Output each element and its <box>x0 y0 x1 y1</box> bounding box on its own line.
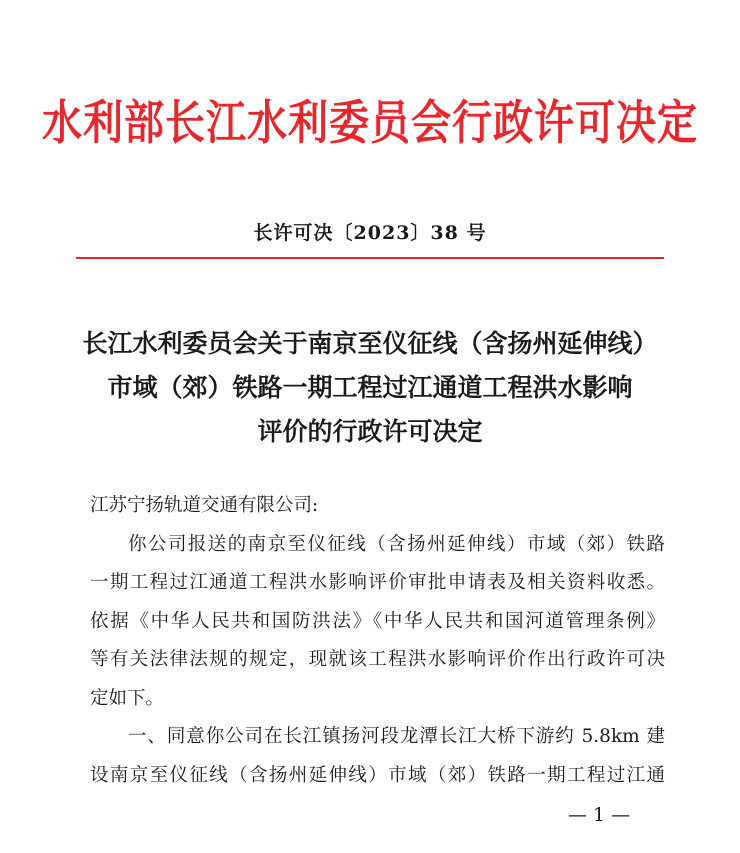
body-line-4: 等有关法律法规的规定，现就该工程洪水影响评价作出行政许可决 <box>90 649 665 670</box>
page-number: — 1 — <box>568 804 631 826</box>
addressee: 江苏宁扬轨道交通有限公司: <box>90 495 319 516</box>
issuer-header: 水利部长江水利委员会行政许可决定 <box>42 95 698 151</box>
document-body <box>90 487 665 795</box>
document-number: 长许可决〔2023〕38 号 <box>253 222 487 244</box>
body-line-6: 一、同意你公司在长江镇扬河段龙潭长江大桥下游约 5.8km 建 <box>128 726 665 747</box>
body-line-3: 依据《中华人民共和国防洪法》《中华人民共和国河道管理条例》 <box>90 610 665 632</box>
header-divider <box>76 257 664 259</box>
body-line-5: 定如下。 <box>90 687 165 709</box>
body-line-1: 你公司报送的南京至仪征线（含扬州延伸线）市域（郊）铁路 <box>128 533 665 555</box>
title-line-3: 评价的行政许可决定 <box>257 417 483 446</box>
body-line-7: 设南京至仪征线（含扬州延伸线）市域（郊）铁路一期工程过江通 <box>90 764 665 786</box>
title-line-1: 长江水利委员会关于南京至仪征线（含扬州延伸线） <box>82 329 658 358</box>
body-line-2: 一期工程过江通道工程洪水影响评价审批申请表及相关资料收悉。 <box>90 572 665 593</box>
document-title <box>60 322 680 454</box>
title-line-2: 市域（郊）铁路一期工程过江通道工程洪水影响 <box>107 373 633 402</box>
